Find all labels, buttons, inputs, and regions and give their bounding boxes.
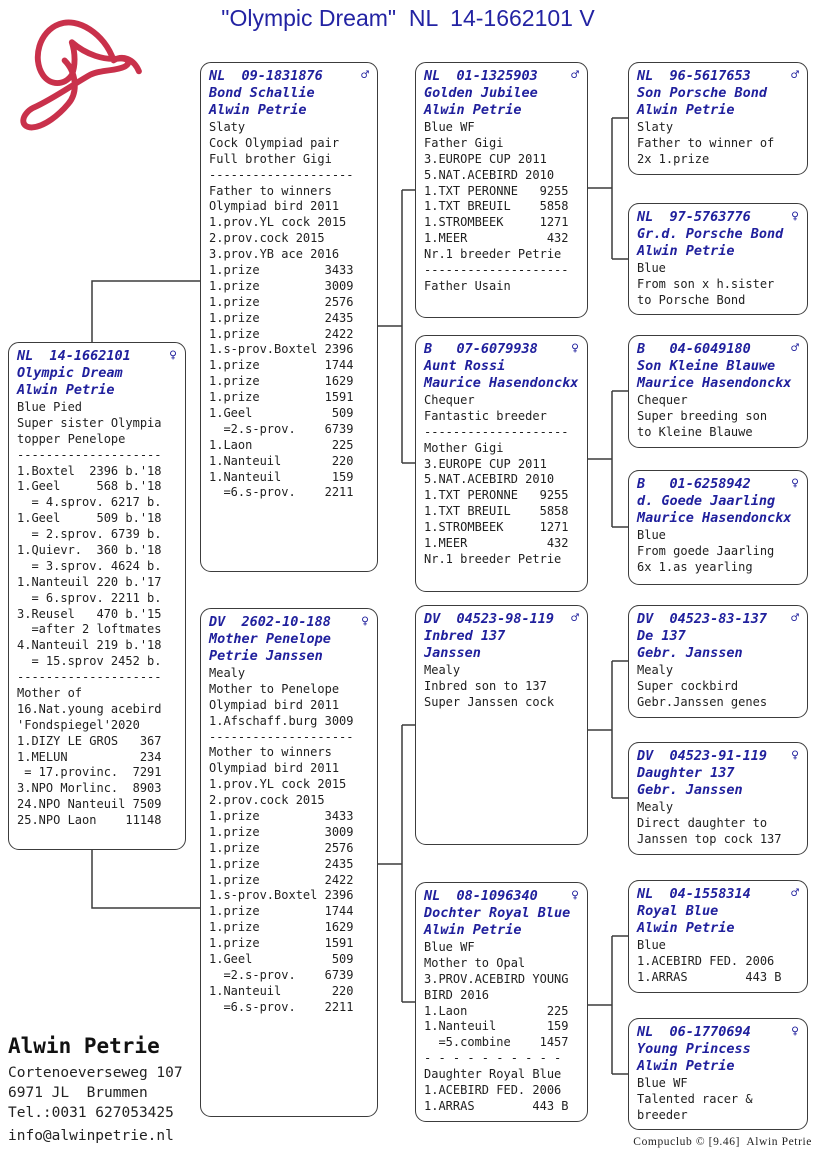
breeder-name: Alwin Petrie [8, 1034, 160, 1058]
female-icon: ♀ [169, 348, 177, 363]
pedigree-box-grandfather-paternal [415, 62, 588, 318]
breeder-address: Cortenoeverseweg 107 6971 JL Brummen Tel.:0031 627053425 [8, 1065, 183, 1121]
male-icon: ♂ [791, 886, 799, 901]
pedigree-box-great-grandfather-1 [628, 62, 808, 175]
male-icon: ♂ [571, 611, 579, 626]
owner-name: Alwin Petrie [424, 922, 522, 938]
owner-name: Maurice Hasendonckx [424, 375, 579, 391]
owner-name: Alwin Petrie [637, 243, 735, 259]
female-icon: ♀ [571, 888, 579, 903]
bird-name: Son Kleine Blauwe [637, 358, 776, 374]
owner-name: Alwin Petrie [637, 1058, 735, 1074]
female-icon: ♀ [791, 209, 799, 224]
female-icon: ♀ [791, 476, 799, 491]
owner-name: Alwin Petrie [637, 920, 735, 936]
ring-number: NL 09-1831876 [209, 68, 323, 84]
ring-number: NL 04-1558314 [637, 886, 751, 902]
pedigree-box-grandfather-maternal [415, 605, 588, 845]
bird-details: Mealy Mother to Penelope Olympiad bird 2011 1.Afschaff.burg 3009 -------------------- Mother to winners Olympiad bird 2011 1.prov.YL cock 2015 2.prov.cock 2015 1.prize 3433 1.prize 3009 1.prize 2576 1.prize 2435 1.prize 2422 1.s-prov.Boxtel 2396 1.prize 1744 1.prize 1629 1.prize 1591 1.Geel 509 =2.s-prov. 6739 1.Nanteuil 220 =6.s-prov. 2211 [209, 666, 354, 1014]
owner-name: Janssen [424, 645, 481, 661]
page-title: "Olympic Dream" NL 14-1662101 V [221, 5, 595, 31]
bird-details: Mealy Direct daughter to Janssen top cock 137 [637, 800, 782, 846]
male-icon: ♂ [791, 68, 799, 83]
owner-name: Alwin Petrie [424, 102, 522, 118]
ring-number: B 01-6258942 [637, 476, 751, 492]
bird-name: Bond Schallie [209, 85, 315, 101]
owner-name: Gebr. Janssen [637, 782, 743, 798]
female-icon: ♀ [361, 614, 369, 629]
pedigree-box-great-grandfather-2 [628, 335, 808, 448]
pedigree-box-subject [8, 342, 186, 850]
ring-number: B 04-6049180 [637, 341, 751, 357]
bird-details: Blue 1.ACEBIRD FED. 2006 1.ARRAS 443 B [637, 938, 782, 984]
bird-name: De 137 [637, 628, 686, 644]
pedigree-box-great-grandmother-3 [628, 742, 808, 855]
bird-name: Mother Penelope [209, 631, 331, 647]
pedigree-box-great-grandfather-4 [628, 880, 808, 993]
pedigree-box-great-grandfather-3 [628, 605, 808, 718]
ring-number: NL 08-1096340 [424, 888, 538, 904]
bird-details: Blue Pied Super sister Olympia topper Penelope -------------------- 1.Boxtel 2396 b.'18 1.Geel 568 b.'18 = 4.sprov. 6217 b. 1.Geel 509 b.'18 = 2.sprov. 6739 b. 1.Quievr. 360 b.'18 = 3.sprov. 4624 b. 1.Nanteuil 220 b.'17 = 6.sprov. 2211 b. 3.Reusel 470 b.'15 =after 2 loftmates 4.Nanteuil 219 b.'18 = 15.sprov 2452 b. -------------------- Mother of 16.Nat.young acebird 'Fondspiegel'2020 1.DIZY LE GROS 367 1.MELUN 234 = 17.provinc. 7291 3.NPO Morlinc. 8903 24.NPO Nanteuil 7509 25.NPO Laon 11148 [17, 400, 162, 828]
pedigree-box-grandmother-paternal [415, 335, 588, 592]
pedigree-box-grandmother-maternal [415, 882, 588, 1122]
owner-name: Petrie Janssen [209, 648, 323, 664]
owner-name: Alwin Petrie [209, 102, 307, 118]
pedigree-box-father [200, 62, 378, 572]
male-icon: ♂ [571, 68, 579, 83]
owner-name: Alwin Petrie [637, 102, 735, 118]
bird-details: Blue From goede Jaarling 6x 1.as yearling [637, 528, 775, 574]
pedigree-box-mother [200, 608, 378, 1117]
bird-name: Son Porsche Bond [637, 85, 768, 101]
bird-name: Royal Blue [637, 903, 719, 919]
bird-details: Blue WF Talented racer & breeder [637, 1076, 753, 1122]
bird-details: Slaty Father to winner of 2x 1.prize [637, 120, 775, 166]
ring-number: B 07-6079938 [424, 341, 538, 357]
breeder-email: info@alwinpetrie.nl [8, 1128, 174, 1144]
bird-details: Chequer Super breeding son to Kleine Blauwe [637, 393, 768, 439]
owner-name: Maurice Hasendonckx [637, 510, 792, 526]
female-icon: ♀ [571, 341, 579, 356]
male-icon: ♂ [791, 611, 799, 626]
bird-name: Inbred 137 [424, 628, 506, 644]
ring-number: DV 04523-83-137 [637, 611, 768, 627]
male-icon: ♂ [361, 68, 369, 83]
bird-details: Blue WF Mother to Opal 3.PROV.ACEBIRD YOUNG BIRD 2016 1.Laon 225 1.Nanteuil 159 =5.combine 1457 - - - - - - - - - - Daughter Royal Blue 1.ACEBIRD FED. 2006 1.ARRAS 443 B [424, 940, 569, 1113]
bird-name: Aunt Rossi [424, 358, 506, 374]
bird-name: Gr.d. Porsche Bond [637, 226, 784, 242]
male-icon: ♂ [791, 341, 799, 356]
software-credit: Compuclub © [9.46] Alwin Petrie [633, 1136, 812, 1148]
ring-number: NL 01-1325903 [424, 68, 538, 84]
bird-name: Dochter Royal Blue [424, 905, 571, 921]
bird-details: Blue From son x h.sister to Porsche Bond [637, 261, 775, 307]
owner-name: Maurice Hasendonckx [637, 375, 792, 391]
bird-details: Mealy Super cockbird Gebr.Janssen genes [637, 663, 768, 709]
bird-details: Chequer Fantastic breeder -------------------- Mother Gigi 3.EUROPE CUP 2011 5.NAT.ACEBIRD 2010 1.TXT PERONNE 9255 1.TXT BREUIL 5858 1.STROMBEEK 1271 1.MEER 432 Nr.1 breeder Petrie [424, 393, 569, 566]
bird-name: Daughter 137 [637, 765, 735, 781]
ring-number: DV 2602-10-188 [209, 614, 331, 630]
ring-number: NL 96-5617653 [637, 68, 751, 84]
owner-name: Gebr. Janssen [637, 645, 743, 661]
female-icon: ♀ [791, 748, 799, 763]
pedigree-box-great-grandmother-4 [628, 1018, 808, 1130]
bird-details: Blue WF Father Gigi 3.EUROPE CUP 2011 5.NAT.ACEBIRD 2010 1.TXT PERONNE 9255 1.TXT BREUIL 5858 1.STROMBEEK 1271 1.MEER 432 Nr.1 breeder Petrie -------------------- Father Usain [424, 120, 569, 293]
pedigree-box-great-grandmother-2 [628, 470, 808, 585]
bird-name: Golden Jubilee [424, 85, 538, 101]
owner-name: Alwin Petrie [17, 382, 115, 398]
ring-number: NL 97-5763776 [637, 209, 751, 225]
ring-number: NL 06-1770694 [637, 1024, 751, 1040]
bird-details: Mealy Inbred son to 137 Super Janssen cock [424, 663, 555, 709]
bird-name: d. Goede Jaarling [637, 493, 776, 509]
bird-name: Young Princess [637, 1041, 751, 1057]
female-icon: ♀ [791, 1024, 799, 1039]
ring-number: DV 04523-91-119 [637, 748, 768, 764]
pedigree-box-great-grandmother-1 [628, 203, 808, 315]
bird-details: Slaty Cock Olympiad pair Full brother Gigi -------------------- Father to winners Olympiad bird 2011 1.prov.YL cock 2015 2.prov.cock 2015 3.prov.YB ace 2016 1.prize 3433 1.prize 3009 1.prize 2576 1.prize 2435 1.prize 2422 1.s-prov.Boxtel 2396 1.prize 1744 1.prize 1629 1.prize 1591 1.Geel 509 =2.s-prov. 6739 1.Laon 225 1.Nanteuil 220 1.Nanteuil 159 =6.s-prov. 2211 [209, 120, 354, 500]
ring-number: DV 04523-98-119 [424, 611, 555, 627]
bird-name: Olympic Dream [17, 365, 123, 381]
ring-number: NL 14-1662101 [17, 348, 131, 364]
